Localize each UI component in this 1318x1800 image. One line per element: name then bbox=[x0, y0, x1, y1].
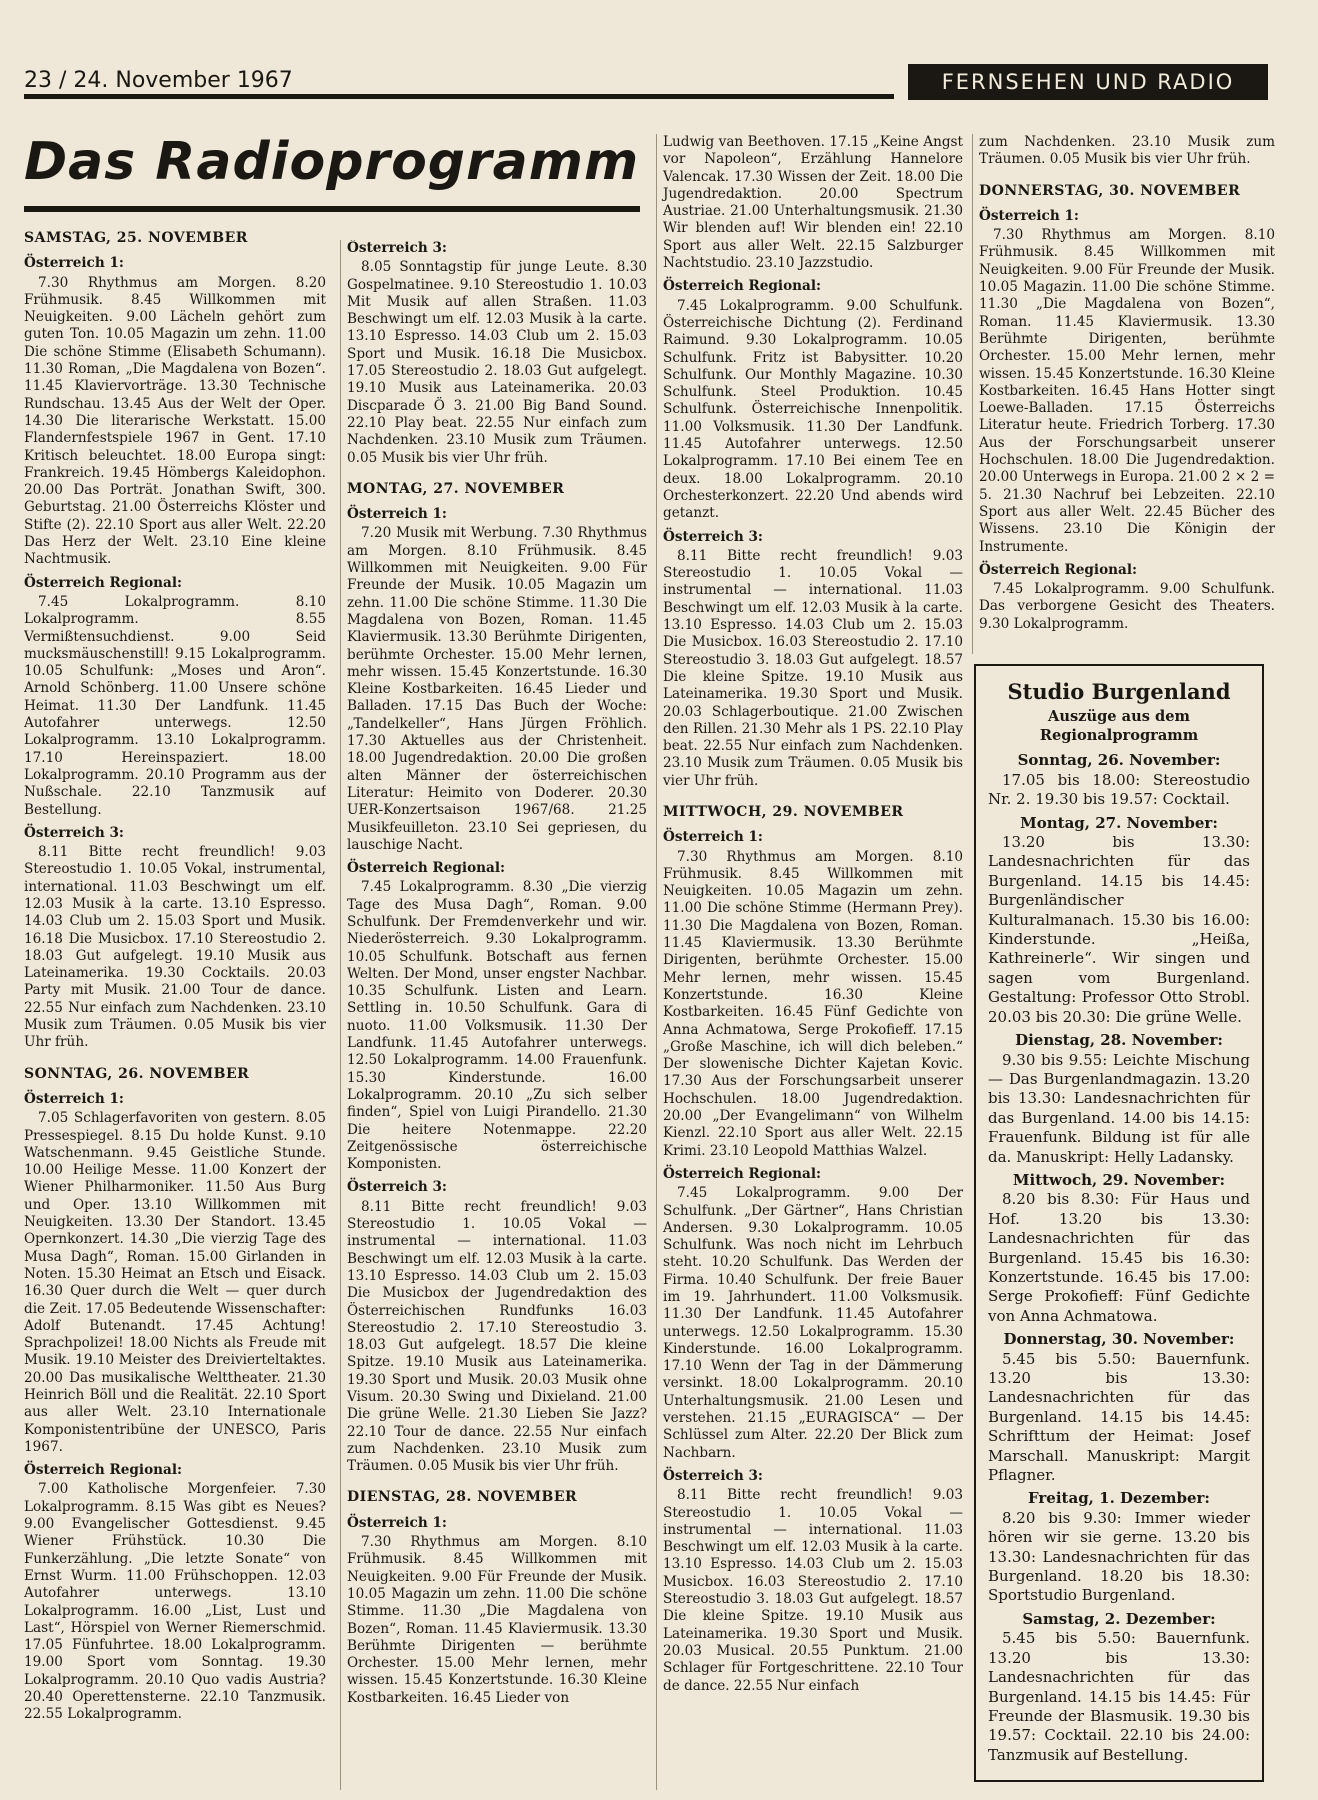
station-heading: Österreich 3: bbox=[347, 240, 447, 256]
box-listing: 13.20 bis 13.30: Landesnachrichten für das Burgenland. 14.15 bis 14.45: Burgenländischer Kulturalmanach. 15.30 bis 16.00: Kinderstunde. „Heißa, Kathreinerle“. Wir singen und sagen vom Burgenland. Gestaltung: Professor Otto Strobl. 20.03 bis 20.30: Die grüne Welle. bbox=[988, 833, 1250, 1026]
day-heading: DIENSTAG, 28. NOVEMBER bbox=[347, 1489, 578, 1506]
program-listing: 8.11 Bitte recht freundlich! 9.03 Stereostudio 1. 10.05 Vokal — instrumental — international. 11.03 Beschwingt um elf. 12.03 Musik à la carte. 13.10 Espresso. 14.03 Club um 2. 15.03 Die Musicbox. 16.03 Stereostudio 2. 17.10 Stereostudio 3. 18.03 Gut aufgelegt. 18.57 Die kleine Spitze. 19.10 Musik aus Lateinamerika. 19.30 Sport und Musik. 20.03 Schlagerboutique. 21.00 Zwischen den Rillen. 21.30 Mehr als 1 PS. 22.10 Play beat. 22.55 Nur einfach zum Nachdenken. 23.10 Musik zum Träumen. 0.05 Musik bis vier Uhr früh. bbox=[663, 547, 963, 789]
station-heading: Österreich Regional: bbox=[979, 561, 1138, 578]
box-listing: 17.05 bis 18.00: Stereostudio Nr. 2. 19.30 bis 19.57: Cocktail. bbox=[988, 770, 1250, 809]
box-day-heading: Freitag, 1. Dezember: bbox=[1028, 1489, 1210, 1508]
box-day-heading: Donnerstag, 30. November: bbox=[1003, 1330, 1235, 1349]
box-title: Studio Burgenland bbox=[1007, 679, 1231, 704]
station-heading: Österreich 1: bbox=[347, 506, 447, 523]
station-heading: Österreich Regional: bbox=[24, 1462, 183, 1479]
program-listing: 7.45 Lokalprogramm. 8.10 Lokalprogramm. 8.55 Vermißtensuchdienst. 9.00 Seid mucksmäuschenstill! 9.15 Lokalprogramm. 10.05 Schulfunk: „Moses und Aron“. Arnold Schönberg. 11.00 Unsere schöne Heimat. 11.30 Der Landfunk. 11.45 Autofahrer unterwegs. 12.50 Lokalprogramm. 13.10 Lokalprogramm. 17.10 Hereinspaziert. 18.00 Lokalprogramm. 20.10 Programm aus der Nußschale. 22.10 Tanzmusik auf Bestellung. bbox=[24, 593, 326, 818]
column-1 bbox=[24, 230, 326, 1790]
program-listing: 7.30 Rhythmus am Morgen. 8.10 Frühmusik. 8.45 Willkommen mit Neuigkeiten. 9.00 Für Freunde der Musik. 10.05 Magazin. 11.00 Die schöne Stimme. 11.30 „Die Magdalena von Bozen“, Roman. 11.45 Klaviermusik. 13.30 Berühmte Dirigenten, berühmte Orchester. 15.00 Mehr lernen, mehr wissen. 15.45 Konzertstunde. 16.30 Kleine Kostbarkeiten. 16.45 Hans Hotter singt Loewe-Balladen. 17.15 Österreichs Literatur heute. Friedrich Torberg. 17.30 Aus der Forschungsarbeit unserer Hochschulen. 18.00 Die Jugendredaktion. 20.00 Unterwegs in Europa. 21.00 2 × 2 = 5. 21.30 Nachruf bei Lebzeiten. 22.10 Sport aus aller Welt. 22.45 Bücher des Wissens. 23.10 Die Königin der Instrumente. bbox=[979, 227, 1275, 555]
program-listing: 7.30 Rhythmus am Morgen. 8.20 Frühmusik. 8.45 Willkommen mit Neuigkeiten. 9.00 Lächeln gehört zum guten Ton. 10.05 Magazin um zehn. 11.00 Die schöne Stimme (Elisabeth Schumann). 11.30 Roman, „Die Magdalena von Bozen“. 11.45 Klaviervorträge. 13.30 Technische Rundschau. 13.45 Aus der Welt der Oper. 14.30 Die literarische Werkstatt. 15.00 Flandernfestspiele 1967 in Gent. 17.10 Kritisch beleuchtet. 18.00 Europa singt: Frankreich. 19.45 Hömbergs Kaleidophon. 20.00 Das Porträt. Jonathan Swift, 300. Geburtstag. 21.00 Österreichs Klöster und Stifte (2). 22.10 Sport aus aller Welt. 22.20 Das Herz der Welt. 23.10 Eine kleine Nachtmusik. bbox=[24, 274, 326, 568]
station-heading: Österreich 3: bbox=[24, 824, 124, 841]
program-listing-continued: zum Nachdenken. 23.10 Musik zum Träumen. 0.05 Musik bis vier Uhr früh. bbox=[979, 134, 1275, 168]
program-listing: 7.05 Schlagerfavoriten von gestern. 8.05 Pressespiegel. 8.15 Du holde Kunst. 9.10 Watschenmann. 9.45 Geistliche Stunde. 10.00 Heilige Messe. 11.00 Konzert der Wiener Philharmoniker. 11.50 Aus Burg und Oper. 13.10 Willkommen mit Neuigkeiten. 13.30 Der Standort. 13.45 Opernkonzert. 14.30 „Die vierzig Tage des Musa Dagh“, Roman. 15.00 Girlanden in Noten. 15.30 Heimat an Etsch und Eisack. 16.30 Quer durch die Welt — quer durch die Zeit. 17.05 Bedeutende Wissenschafter: Adolf Butenandt. 17.45 Achtung! Sprachpolizei! 18.00 Nichts als Freude mit Musik. 19.10 Meister des Dreivierteltaktes. 20.00 Das musikalische Welttheater. 21.30 Heinrich Böll und die Realität. 22.10 Sport aus aller Welt. 23.10 Internationale Komponistentribüne der UNESCO, Paris 1967. bbox=[24, 1110, 326, 1455]
header-rule bbox=[24, 94, 894, 99]
station-heading: Österreich 1: bbox=[663, 829, 763, 846]
program-listing: 8.11 Bitte recht freundlich! 9.03 Stereostudio 1. 10.05 Vokal — instrumental — international. 11.03 Beschwingt um elf. 12.03 Musik à la carte. 13.10 Espresso. 14.03 Club um 2. 15.03 Die Musicbox der Jugendredaktion des Österreichischen Rundfunks 16.03 Stereostudio 2. 17.10 Stereostudio 3. 18.03 Gut aufgelegt. 18.57 Die kleine Spitze. 19.10 Musik aus Lateinamerika. 19.30 Sport und Musik. 20.03 Musik ohne Visum. 20.30 Swing und Dixieland. 21.00 Die grüne Welle. 21.30 Lieben Sie Jazz? 22.10 Tour de dance. 22.55 Nur einfach zum Nachdenken. 23.10 Musik zum Träumen. 0.05 Musik bis vier Uhr früh. bbox=[347, 1198, 647, 1475]
box-subtitle: Auszüge aus dem Regionalprogramm bbox=[1039, 708, 1199, 745]
page-number-date: 23 / 24. November 1967 bbox=[24, 68, 293, 93]
box-listing: 5.45 bis 5.50: Bauernfunk. 13.20 bis 13.30: Landesnachrichten für das Burgenland. 14.15 bis 14.45: Schrifttum der Heimat: Josef Marschall. Manuskript: Margit Pflagner. bbox=[988, 1349, 1250, 1485]
station-heading: Österreich 1: bbox=[347, 1514, 447, 1531]
program-listing: 7.45 Lokalprogramm. 9.00 Der Schulfunk. „Der Gärtner“, Hans Christian Andersen. 9.30 Lokalprogramm. 10.05 Schulfunk. Was noch nicht im Lehrbuch steht. 10.20 Schulfunk. Das Werden der Firma. 10.40 Schulfunk. Der freie Bauer im 19. Jahrhundert. 11.00 Volksmusik. 11.30 Der Landfunk. 11.45 Autofahrer unterwegs. 12.50 Lokalprogramm. 15.30 Kinderstunde. 16.00 Lokalprogramm. 17.10 Wenn der Tag in der Dämmerung versinkt. 18.00 Lokalprogramm. 20.10 Unterhaltungsmusik. 21.00 Lesen und verstehen. 21.15 „EURAGISCA“ — Der Schlüssel zum Alter. 22.20 Der Blick zum Nachbarn. bbox=[663, 1185, 963, 1461]
station-heading: Österreich 3: bbox=[663, 1467, 763, 1484]
title-rule bbox=[24, 206, 640, 212]
station-heading: Österreich Regional: bbox=[663, 1165, 822, 1182]
program-listing: 7.00 Katholische Morgenfeier. 7.30 Lokalprogramm. 8.15 Was gibt es Neues? 9.00 Evangelischer Gottesdienst. 9.45 Wiener Frühstück. 10.30 Die Funkerzählung. „Die letzte Sonate“ von Ernst Wurm. 11.00 Frühschoppen. 12.03 Autofahrer unterwegs. 13.10 Lokalprogramm. 16.00 „List, Lust und Last“, Hörspiel von Werner Riemerschmid. 17.05 Fünfuhrtee. 18.00 Lokalprogramm. 19.00 Sport vom Sonntag. 19.30 Lokalprogramm. 20.10 Quo vadis Austria? 20.40 Operettensterne. 22.10 Tanzmusik. 22.55 Lokalprogramm. bbox=[24, 1481, 326, 1723]
program-listing: 7.45 Lokalprogramm. 8.30 „Die vierzig Tage des Musa Dagh“, Roman. 9.00 Schulfunk. Der Fremdenverkehr und wir. Niederösterreich. 9.30 Lokalprogramm. 10.05 Schulfunk. Botschaft aus fernen Welten. Der Mond, unser engster Nachbar. 10.35 Schulfunk. Listen and Learn. Settling in. 10.50 Schulfunk. Gara di nuoto. 11.00 Volksmusik. 11.30 Der Landfunk. 11.45 Autofahrer unterwegs. 12.50 Lokalprogramm. 14.00 Frauenfunk. 15.30 Kinderstunde. 16.00 Lokalprogramm. 20.10 „Zu sich selber finden“, Spiel von Luigi Pirandello. 21.30 Die heitere Notenmappe. 22.20 Zeitgenössische österreichische Komponisten. bbox=[347, 879, 647, 1173]
program-listing: 8.11 Bitte recht freundlich! 9.03 Stereostudio 1. 10.05 Vokal, instrumental, international. 11.03 Beschwingt um elf. 12.03 Musik à la carte. 13.10 Espresso. 14.03 Club um 2. 15.03 Sport und Musik. 16.18 Die Musicbox. 17.10 Stereostudio 2. 18.03 Gut aufgelegt. 19.10 Musik aus Lateinamerika. 19.30 Cocktails. 20.03 Party mit Musik. 21.00 Tour de dance. 22.55 Nur einfach zum Nachdenken. 23.10 Musik zum Träumen. 0.05 Musik bis vier Uhr früh. bbox=[24, 844, 326, 1051]
box-day-heading: Montag, 27. November: bbox=[1020, 813, 1218, 832]
box-day-heading: Dienstag, 28. November: bbox=[1015, 1031, 1223, 1050]
column-3 bbox=[656, 134, 963, 1790]
program-listing: 7.45 Lokalprogramm. 9.00 Schulfunk. Österreichische Dichtung (2). Ferdinand Raimund. 9.30 Lokalprogramm. 10.05 Schulfunk. Fritz ist Babysitter. 10.20 Schulfunk. Our Monthly Magazine. 10.30 Schulfunk. Steel Produktion. 10.45 Schulfunk. Österreichische Innenpolitik. 11.00 Volksmusik. 11.30 Der Landfunk. 11.45 Autofahrer unterwegs. 12.50 Lokalprogramm. 17.10 Bei einem Tee en deux. 18.00 Lokalprogramm. 20.10 Orchesterkonzert. 22.20 Und abends wird getanzt. bbox=[663, 297, 963, 522]
box-listing: 8.20 bis 8.30: Für Haus und Hof. 13.20 bis 13.30: Landesnachrichten für das Burgenland. 15.45 bis 16.30: Konzertstunde. 16.45 bis 17.00: Serge Prokofieff: Fünf Gedichte von Anna Achmatowa. bbox=[988, 1190, 1250, 1325]
station-heading: Österreich 1: bbox=[979, 207, 1079, 224]
box-day-heading: Samstag, 2. Dezember: bbox=[1022, 1609, 1216, 1628]
day-heading: DONNERSTAG, 30. NOVEMBER bbox=[979, 182, 1241, 199]
page-header bbox=[24, 64, 1268, 108]
day-heading: SONNTAG, 26. NOVEMBER bbox=[24, 1065, 250, 1082]
section-banner: FERNSEHEN UND RADIO bbox=[908, 64, 1268, 100]
box-day-heading: Mittwoch, 29. November: bbox=[1012, 1170, 1226, 1189]
station-heading: Österreich Regional: bbox=[347, 860, 506, 877]
station-heading: Österreich 1: bbox=[24, 1090, 124, 1107]
program-listing: 8.11 Bitte recht freundlich! 9.03 Stereostudio 1. 10.05 Vokal — instrumental — international. 11.03 Beschwingt um elf. 12.03 Musik à la carte. 13.10 Espresso. 14.03 Club um 2. 15.03 Musicbox. 16.03 Stereostudio 2. 17.10 Stereostudio 3. 18.03 Gut aufgelegt. 18.57 Die kleine Spitze. 19.10 Musik aus Lateinamerika. 19.30 Sport und Musik. 20.03 Musical. 20.55 Punktum. 21.00 Schlager für Fortgeschrittene. 22.10 Tour de dance. 22.55 Nur einfach bbox=[663, 1487, 963, 1694]
article-title: Das Radioprogramm bbox=[24, 132, 640, 192]
program-listing: 7.45 Lokalprogramm. 9.00 Schulfunk. Das verborgene Gesicht des Theaters. 9.30 Lokalprogramm. bbox=[979, 581, 1275, 632]
studio-burgenland-box bbox=[974, 664, 1264, 1782]
day-heading: MONTAG, 27. NOVEMBER bbox=[347, 480, 565, 497]
box-listing: 5.45 bis 5.50: Bauernfunk. 13.20 bis 13.30: Landesnachrichten für das Burgenland. 14.15 bis 14.45: Für Freunde der Blasmusik. 19.30 bis 19.57: Cocktail. 22.10 bis 24.00: Tanzmusik auf Bestellung. bbox=[988, 1629, 1250, 1764]
program-listing: 7.30 Rhythmus am Morgen. 8.10 Frühmusik. 8.45 Willkommen mit Neuigkeiten. 9.00 Für Freunde der Musik. 10.05 Magazin um zehn. 11.00 Die schöne Stimme. 11.30 „Die Magdalena von Bozen“, Roman. 11.45 Klaviermusik. 13.30 Berühmte Dirigenten — berühmte Orchester. 15.00 Mehr lernen, mehr wissen. 15.45 Konzertstunde. 16.30 Kleine Kostbarkeiten. 16.45 Lieder von bbox=[347, 1534, 647, 1706]
day-heading: MITTWOCH, 29. NOVEMBER bbox=[663, 803, 904, 820]
box-listing: 9.30 bis 9.55: Leichte Mischung — Das Burgenlandmagazin. 13.20 bis 13.30: Landesnachrichten für das Burgenland. 14.00 bis 14.15: Frauenfunk. Bildung ist für alle da. Manuskript: Helly Ladansky. bbox=[988, 1050, 1250, 1166]
box-listing: 8.20 bis 9.30: Immer wieder hören wir sie gerne. 13.20 bis 13.30: Landesnachrichten für das Burgenland. 18.20 bis 18.30: Sportstudio Burgenland. bbox=[988, 1508, 1250, 1605]
station-heading: Österreich 3: bbox=[663, 528, 763, 545]
station-heading: Österreich 1: bbox=[24, 255, 124, 272]
program-listing: 8.05 Sonntagstip für junge Leute. 8.30 Gospelmatinee. 9.10 Stereostudio 1. 10.03 Mit Musik auf allen Straßen. 11.03 Beschwingt um elf. 12.03 Musik à la carte. 13.10 Espresso. 14.03 Club um 2. 15.03 Sport und Musik. 16.18 Die Musicbox. 17.05 Stereostudio 2. 18.03 Gut aufgelegt. 19.10 Musik aus Lateinamerika. 20.03 Discparade Ö 3. 21.00 Big Band Sound. 22.10 Play beat. 22.55 Nur einfach zum Nachdenken. 23.10 Musik zum Träumen. 0.05 Musik bis vier Uhr früh. bbox=[347, 259, 647, 466]
box-day-heading: Sonntag, 26. November: bbox=[1017, 751, 1221, 770]
station-heading: Österreich Regional: bbox=[663, 278, 822, 295]
column-4 bbox=[972, 134, 1275, 654]
column-2 bbox=[340, 240, 647, 1790]
station-heading: Österreich Regional: bbox=[24, 574, 183, 591]
program-listing: 7.30 Rhythmus am Morgen. 8.10 Frühmusik. 8.45 Willkommen mit Neuigkeiten. 10.05 Magazin um zehn. 11.00 Die schöne Stimme (Hermann Prey). 11.30 Die Magdalena von Bozen, Roman. 11.45 Klaviermusik. 13.30 Berühmte Dirigenten, berühmte Orchester. 15.00 Mehr lernen, mehr wissen. 15.45 Konzertstunde. 16.30 Kleine Kostbarkeiten. 16.45 Fünf Gedichte von Anna Achmatowa, Serge Prokofieff. 17.15 „Große Maschine, ich will dich beleben.“ Der slowenische Dichter Kajetan Kovic. 17.30 Aus der Forschungsarbeit unserer Hochschulen. 18.00 Jugendredaktion. 20.00 „Der Evangelimann“ von Wilhelm Kienzl. 22.10 Sport aus aller Welt. 22.15 Krimi. 23.10 Leopold Matthias Walzel. bbox=[663, 848, 963, 1159]
program-listing: 7.20 Musik mit Werbung. 7.30 Rhythmus am Morgen. 8.10 Frühmusik. 8.45 Willkommen mit Neuigkeiten. 9.00 Für Freunde der Musik. 10.05 Magazin um zehn. 11.00 Die schöne Stimme. 11.30 Die Magdalena von Bozen, Roman. 11.45 Klaviermusik. 13.30 Berühmte Dirigenten, berühmte Orchester. 15.00 Mehr lernen, mehr wissen. 15.45 Konzertstunde. 16.30 Kleine Kostbarkeiten. 16.45 Lieder und Balladen. 17.15 Das Buch der Woche: „Tandelkeller“, Hans Jürgen Fröhlich. 17.30 Aktuelles aus der Christenheit. 18.00 Jugendredaktion. 20.00 Die großen alten Männer der österreichischen Literatur: Heimito von Doderer. 20.30 UER-Konzertsaison 1967/68. 21.25 Musikfeuilleton. 23.10 Sei gepriesen, du lauschige Nacht. bbox=[347, 525, 647, 853]
station-heading: Österreich 3: bbox=[347, 1179, 447, 1196]
day-heading: SAMSTAG, 25. NOVEMBER bbox=[24, 230, 248, 246]
program-listing-continued: Ludwig van Beethoven. 17.15 „Keine Angst vor Napoleon“, Erzählung Hannelore Valencak. 17.30 Wissen der Zeit. 18.00 Die Jugendredaktion. 20.00 Spectrum Austriae. 21.00 Unterhaltungsmusik. 21.30 Wir blenden auf! Wir blenden ein! 22.10 Sport aus aller Welt. 22.15 Salzburger Nachtstudio. 23.10 Jazzstudio. bbox=[663, 134, 963, 272]
